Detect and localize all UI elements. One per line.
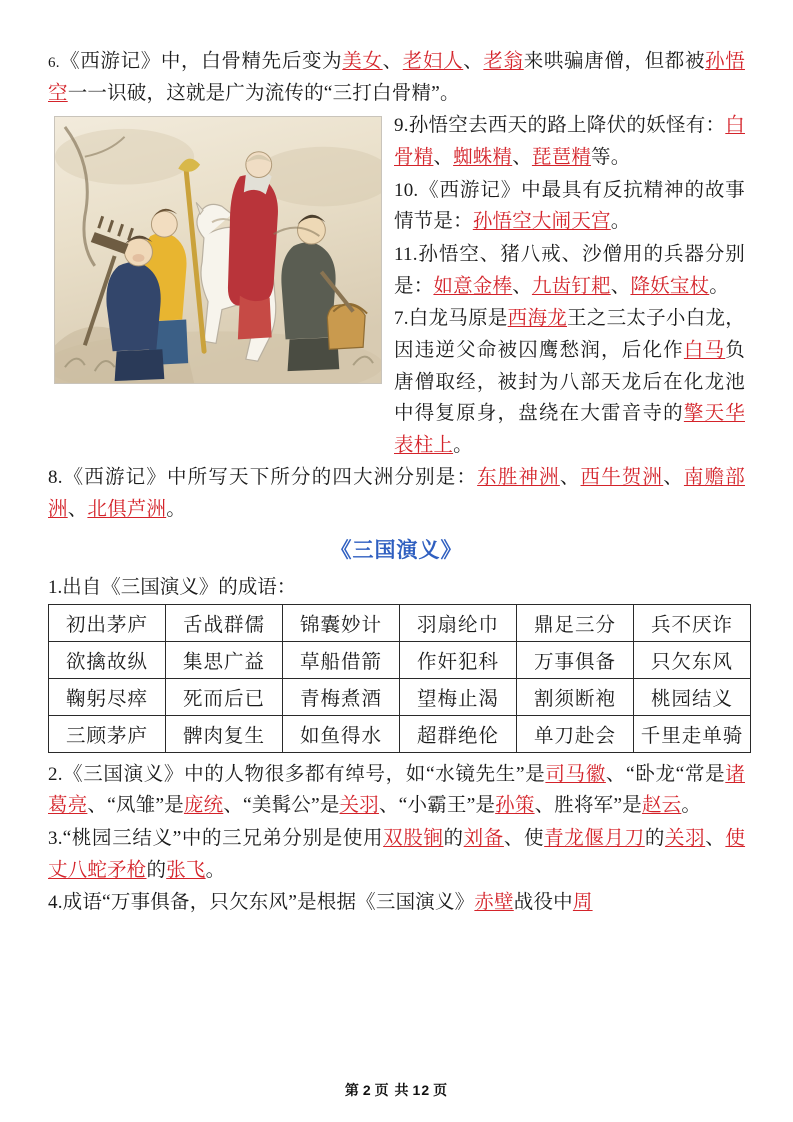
table-cell: 集思广益 (166, 641, 283, 678)
paragraph-4-keyword-2: 周 (572, 892, 593, 914)
paragraph-2-keyword-1: 司马徽 (545, 763, 606, 785)
paragraph-4 (48, 887, 745, 919)
paragraph-6 (48, 46, 745, 109)
paragraph-7-text-3: 负唐僧取经，被封为八部天龙后在化龙池中得复原身，盘绕在大雷音寺的 (394, 339, 745, 425)
footer-middle: 页 共 (374, 1082, 410, 1098)
paragraph-2-text-7: 。 (681, 795, 702, 817)
illustration-and-wrapped-text (48, 110, 745, 462)
table-cell: 初出茅庐 (49, 604, 166, 641)
paragraph-2-text-3: 、“凤雏”是 (87, 795, 184, 817)
paragraph-6-text-4: 来哄骗唐僧，但都被 (523, 51, 706, 72)
paragraph-8-text-1: 《西游记》中所写天下所分的四大洲分别是： (62, 467, 478, 489)
paragraph-3-text-2: 的 (443, 827, 464, 849)
paragraph-7-keyword-2: 白马 (683, 339, 726, 361)
paragraph-6-number: 6. (48, 55, 60, 71)
paragraph-2-keyword-5: 孙策 (495, 795, 535, 817)
footer-suffix: 页 (433, 1082, 449, 1098)
table-row (49, 715, 751, 752)
paragraph-4-number: 4. (48, 892, 63, 914)
table-cell: 死而后已 (166, 678, 283, 715)
paragraph-7-text-1: 白龙马原是 (408, 308, 508, 330)
paragraph-3-keyword-1: 双股锏 (383, 827, 444, 849)
table-cell: 只欠东风 (634, 641, 751, 678)
table-cell: 舌战群儒 (166, 604, 283, 641)
paragraph-7-text-2: 王之三太子小白龙，因违逆父命被囚鹰愁润，后化作 (394, 308, 745, 361)
paragraph-9 (394, 110, 745, 173)
paragraph-11-text-4: 。 (709, 275, 729, 297)
paragraph-6-keyword-3: 老翁 (483, 51, 524, 72)
paragraph-3-keyword-6: 张飞 (166, 859, 206, 881)
table-cell: 草船借箭 (283, 641, 400, 678)
paragraph-8-keyword-2: 西牛贺洲 (580, 467, 664, 489)
paragraph-6-text-1: 《西游记》中，白骨精先后变为 (59, 51, 343, 72)
table-cell: 鞠躬尽瘁 (49, 678, 166, 715)
paragraph-11-text-1: 孙悟空、猪八戒、沙僧用的兵器分别是： (394, 243, 745, 297)
paragraph-10-keyword-1: 孙悟空大闹天宫 (472, 211, 611, 233)
paragraph-2-keyword-4: 关羽 (339, 795, 379, 817)
paragraph-6-text-3: 、 (463, 51, 484, 72)
paragraph-8-text-4: 、 (67, 499, 88, 521)
paragraph-4-text-1: 成语“万事俱备，只欠东风”是根据《三国演义》 (62, 892, 475, 914)
paragraph-8 (48, 462, 745, 525)
paragraph-9-keyword-3: 琵琶精 (531, 146, 592, 168)
paragraph-11 (394, 239, 745, 302)
table-cell: 欲擒故纵 (49, 641, 166, 678)
table-cell: 万事俱备 (517, 641, 634, 678)
paragraph-3-keyword-5: 使丈八蛇矛枪 (48, 827, 746, 881)
paragraph-8-text-2: 、 (559, 467, 581, 489)
paragraph-3-text-1: “桃园三结义”中的三兄弟分别是使用 (62, 827, 384, 849)
paragraph-4-text-2: 战役中 (513, 892, 573, 914)
idiom-list-lead-text: 出自《三国演义》的成语： (62, 576, 297, 598)
table-cell: 鼎足三分 (517, 604, 634, 641)
paragraph-10-text-2: 。 (610, 211, 631, 233)
paragraph-10-number: 10. (394, 179, 419, 201)
table-cell: 桃园结义 (634, 678, 751, 715)
footer-prefix: 第 (344, 1082, 360, 1098)
paragraph-3-text-3: 、使 (503, 827, 545, 849)
paragraph-8-text-5: 。 (166, 499, 186, 521)
paragraph-2-number: 2. (48, 763, 63, 785)
right-column-text (394, 110, 745, 462)
paragraph-3-keyword-2: 刘备 (463, 827, 504, 849)
paragraph-9-number: 9. (394, 115, 409, 137)
paragraph-11-keyword-1: 如意金棒 (433, 275, 513, 297)
paragraph-11-text-3: 、 (610, 275, 631, 297)
paragraph-9-text-1: 孙悟空去西天的路上降伏的妖怪有： (408, 115, 726, 137)
paragraph-10 (394, 175, 745, 238)
paragraph-7-keyword-3: 擎天华表柱上 (394, 403, 745, 456)
footer-total-pages: 12 (412, 1082, 431, 1098)
paragraph-8-keyword-1: 东胜神洲 (477, 467, 560, 489)
paragraph-11-keyword-2: 九齿钉耙 (531, 275, 611, 297)
paragraph-11-keyword-3: 降妖宝杖 (630, 275, 710, 297)
paragraph-6-keyword-1: 美女 (342, 51, 383, 72)
paragraph-3-keyword-3: 青龙偃月刀 (544, 827, 645, 849)
journey-to-the-west-painting (54, 116, 382, 384)
paragraph-8-keyword-3: 南赡部洲 (48, 467, 745, 521)
paragraph-7 (394, 303, 745, 461)
section-title-sanguo: 《三国演义》 (330, 537, 463, 562)
paragraph-2-text-4: 、“美髯公”是 (223, 795, 340, 817)
table-row (49, 641, 751, 678)
table-cell: 作奸犯科 (400, 641, 517, 678)
paragraph-2-keyword-3: 庞统 (183, 795, 224, 817)
table-cell: 青梅煮酒 (283, 678, 400, 715)
idiom-list-lead-number: 1. (48, 576, 63, 598)
paragraph-3-text-6: 的 (146, 859, 167, 881)
paragraph-3-number: 3. (48, 827, 63, 849)
paragraph-3-text-5: 、 (705, 827, 726, 849)
table-cell: 如鱼得水 (283, 715, 400, 752)
paragraph-11-text-2: 、 (512, 275, 532, 297)
paragraph-2-text-5: 、“小霸王”是 (378, 795, 496, 817)
footer-page-number: 2 (362, 1082, 372, 1098)
paragraph-6-keyword-2: 老妇人 (402, 51, 464, 72)
paragraph-10-text-1: 《西游记》中最具有反抗精神的故事情节是： (394, 179, 745, 233)
table-cell: 超群绝伦 (400, 715, 517, 752)
paragraph-2-text-1: 《三国演义》中的人物很多都有绰号，如“水镜先生”是 (62, 763, 546, 785)
paragraph-6-text-2: 、 (382, 51, 403, 72)
table-row (49, 678, 751, 715)
paragraph-4-keyword-1: 赤壁 (474, 892, 514, 914)
paragraph-3-text-4: 的 (644, 827, 665, 849)
paragraph-6-text-5: 一一识破，这就是广为流传的“三打白骨精”。 (67, 82, 460, 104)
table-cell: 望梅止渴 (400, 678, 517, 715)
paragraph-9-text-4: 等。 (591, 146, 631, 168)
table-cell: 髀肉复生 (166, 715, 283, 752)
paragraph-7-keyword-1: 西海龙 (507, 308, 568, 330)
page-footer (0, 1080, 793, 1100)
paragraph-8-keyword-4: 北俱芦洲 (87, 499, 167, 521)
table-cell: 三顾茅庐 (49, 715, 166, 752)
paragraph-7-number: 7. (394, 308, 409, 330)
table-cell: 兵不厌诈 (634, 604, 751, 641)
paragraph-2-text-2: 、“卧龙“常是 (605, 763, 726, 785)
idiom-table (48, 604, 751, 753)
table-cell: 割须断袍 (517, 678, 634, 715)
paragraph-11-number: 11. (394, 243, 418, 265)
paragraph-9-keyword-2: 蜘蛛精 (453, 146, 513, 168)
table-cell: 单刀赴会 (517, 715, 634, 752)
paragraph-3-keyword-4: 关羽 (664, 827, 706, 849)
paragraph-9-text-2: 、 (433, 146, 454, 168)
paragraph-2-text-6: 、胜将军”是 (534, 795, 642, 817)
paragraph-7-text-4: 。 (453, 434, 473, 456)
paragraph-3 (48, 823, 745, 886)
paragraph-9-keyword-1: 白骨精 (394, 115, 745, 168)
idiom-list-lead (48, 571, 745, 599)
paragraph-2-keyword-6: 赵云 (641, 795, 682, 817)
paragraph-3-text-7: 。 (205, 859, 226, 881)
table-row (49, 604, 751, 641)
paragraph-8-number: 8. (48, 467, 63, 489)
table-cell: 羽扇纶巾 (400, 604, 517, 641)
table-cell: 锦囊妙计 (283, 604, 400, 641)
paragraph-2 (48, 759, 745, 822)
table-cell: 千里走单骑 (634, 715, 751, 752)
paragraph-8-text-3: 、 (663, 467, 684, 489)
paragraph-9-text-3: 、 (512, 146, 532, 168)
paragraph-2-keyword-2: 诸葛亮 (48, 763, 745, 817)
paragraph-6-keyword-4: 孙悟空 (48, 51, 745, 104)
